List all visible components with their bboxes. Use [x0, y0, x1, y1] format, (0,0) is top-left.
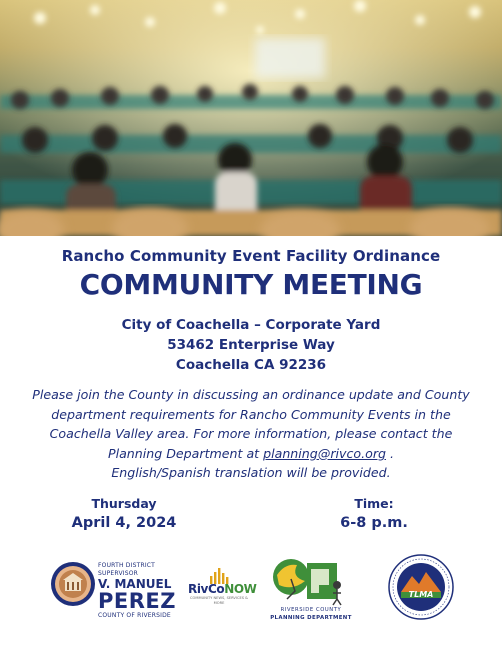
supervisor-district: FOURTH DISTRICT SUPERVISOR — [98, 562, 156, 577]
time-value: 6-8 p.m. — [340, 515, 408, 531]
planning-county: RIVERSIDE COUNTY — [280, 607, 342, 613]
location-street: 53462 Enterprise Way — [167, 337, 335, 353]
event-title: COMMUNITY MEETING — [79, 268, 423, 301]
invitation-line-2: department requirements for Rancho Community Events in the — [51, 406, 451, 422]
planning-department-icon — [271, 555, 351, 607]
tlma-seal-icon — [388, 554, 454, 620]
invitation-line-4 — [14, 444, 488, 464]
date-value: April 4, 2024 — [71, 515, 177, 531]
event-subtitle: Rancho Community Event Facility Ordinance — [61, 247, 441, 265]
invitation-line-3: Coachella Valley area. For more information, please contact the — [49, 426, 453, 442]
location-name: City of Coachella – Corporate Yard — [121, 317, 381, 333]
time-label: Time: — [354, 496, 394, 511]
supervisor-county: COUNTY OF RIVERSIDE — [98, 612, 171, 619]
contact-prefix: Planning Department at — [107, 445, 264, 461]
location-city: Coachella CA 92236 — [175, 357, 327, 373]
supervisor-last-name: PEREZ — [98, 589, 176, 613]
hero-photo — [0, 0, 502, 236]
tlma-abbr: TLMA — [408, 590, 434, 599]
meeting-date — [62, 496, 186, 534]
invitation-line-1: Please join the County in discussing an ordinance update and County — [32, 387, 470, 402]
conference-room-image — [0, 0, 502, 236]
planning-department-logo — [266, 607, 356, 622]
rivco-tagline: COMMUNITY NEWS, SERVICES & MORE — [190, 596, 248, 605]
day-label: Thursday — [91, 496, 157, 511]
translation-note: English/Spanish translation will be provided. — [111, 465, 391, 481]
supervisor-logo — [98, 562, 176, 620]
contact-suffix: . — [386, 445, 395, 461]
rivco-name: RivCo — [188, 582, 225, 596]
planning-name: PLANNING DEPARTMENT — [270, 615, 352, 621]
supervisor-seal-icon — [50, 561, 96, 607]
rivco-now: NOW — [224, 582, 257, 596]
rivconow-logo — [188, 582, 257, 606]
email-link[interactable]: planning@rivco.org — [263, 445, 386, 461]
meeting-location — [0, 315, 502, 375]
meeting-time — [312, 496, 436, 534]
supervisor-first-name: V. MANUEL — [98, 577, 172, 591]
invitation-paragraph — [14, 385, 488, 483]
